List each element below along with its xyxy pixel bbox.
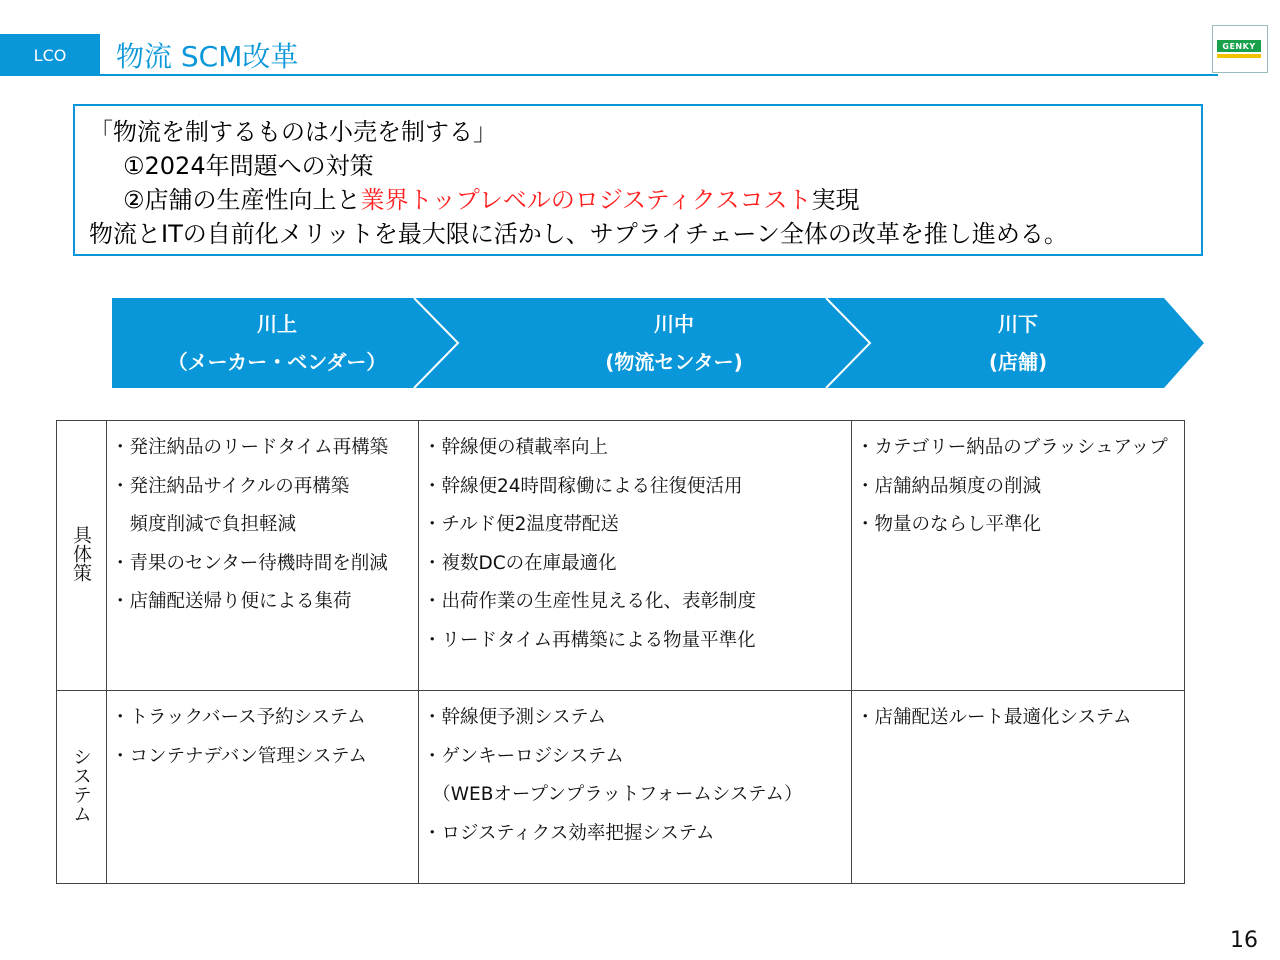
- flow-stage-title: 川中: [654, 312, 694, 336]
- mission-point-2: [123, 184, 859, 216]
- mission-slogan: 「物流を制するものは小売を制する」: [89, 118, 497, 146]
- flow-stage-subtitle: (店舗): [988, 350, 1048, 374]
- row-header-measures: 具体策: [57, 421, 107, 691]
- table-cell-downstream: [852, 421, 1185, 691]
- table-cell-upstream: [107, 421, 419, 691]
- list-item: （WEBオープンプラットフォームシステム）: [423, 784, 803, 805]
- section-tag: LCO: [0, 34, 100, 76]
- page-number: 16: [1230, 928, 1258, 953]
- list-item: ・ロジスティクス効率把握システム: [423, 822, 715, 844]
- list-item: ・幹線便予測システム: [423, 707, 607, 728]
- table-cell-upstream: [107, 691, 419, 884]
- measures-table: [56, 420, 1185, 884]
- table-row-systems: [57, 691, 1185, 884]
- flow-stage-upstream: [112, 298, 442, 388]
- supply-chain-flow: [112, 298, 1204, 388]
- flow-stage-subtitle: （メーカー・ベンダー）: [167, 350, 387, 374]
- mission-point-2-highlight: 業界トップレベルのロジスティクスコスト: [360, 186, 812, 214]
- mission-box: [73, 104, 1203, 256]
- table-row-measures: [57, 421, 1185, 691]
- flow-stage-subtitle: (物流センター): [605, 350, 743, 374]
- mission-point-2-lead: ②店舗の生産性向上と: [123, 186, 361, 214]
- table-cell-midstream: [419, 421, 852, 691]
- company-logo-text: GENKY: [1217, 40, 1261, 52]
- company-logo-stripe: [1217, 54, 1261, 58]
- flow-stage-midstream: [458, 298, 890, 388]
- flow-stage-downstream: [870, 298, 1166, 388]
- flow-stage-title: 川下: [998, 312, 1038, 336]
- list-item: ・トラックバース予約システム: [111, 707, 366, 728]
- list-item: ・店舗納品頻度の削減: [856, 475, 1042, 497]
- row-header-systems: システム: [57, 691, 107, 884]
- list-item: ・物量のならし平準化: [856, 514, 1042, 535]
- list-item: ・発注納品のリードタイム再構築: [111, 437, 389, 458]
- flow-stage-title: 川上: [257, 312, 297, 336]
- list-item: ・コンテナデバン管理システム: [111, 745, 368, 767]
- mission-point-2-tail: 実現: [811, 186, 860, 214]
- table-cell-midstream: [419, 691, 852, 884]
- list-item: ・複数DCの在庫最適化: [423, 552, 617, 574]
- company-logo: [1212, 25, 1268, 73]
- page-title: 物流 SCM改革: [116, 40, 299, 73]
- list-item: ・店舗配送帰り便による集荷: [111, 591, 352, 612]
- list-item: ・幹線便24時間稼働による往復便活用: [423, 475, 743, 497]
- list-item: ・発注納品サイクルの再構築: [111, 475, 350, 497]
- list-item: ・店舗配送ルート最適化システム: [856, 707, 1132, 728]
- list-item: ・カテゴリー納品のブラッシュアップ: [856, 437, 1168, 458]
- list-item: ・出荷作業の生産性見える化、表彰制度: [423, 591, 757, 612]
- header-divider: [100, 74, 1218, 76]
- list-item: ・チルド便2温度帯配送: [423, 514, 619, 535]
- mission-point-1: ①2024年問題への対策: [123, 152, 374, 180]
- mission-statement: 物流とITの自前化メリットを最大限に活かし、サプライチェーン全体の改革を推し進める。: [89, 220, 1068, 248]
- list-item: ・ゲンキーロジシステム: [423, 745, 624, 767]
- list-item: ・幹線便の積載率向上: [423, 437, 609, 458]
- list-item: ・青果のセンター待機時間を削減: [111, 552, 388, 574]
- list-item: ・リードタイム再構築による物量平準化: [423, 629, 756, 651]
- table-cell-downstream: [852, 691, 1185, 884]
- list-item: 頻度削減で負担軽減: [111, 514, 297, 535]
